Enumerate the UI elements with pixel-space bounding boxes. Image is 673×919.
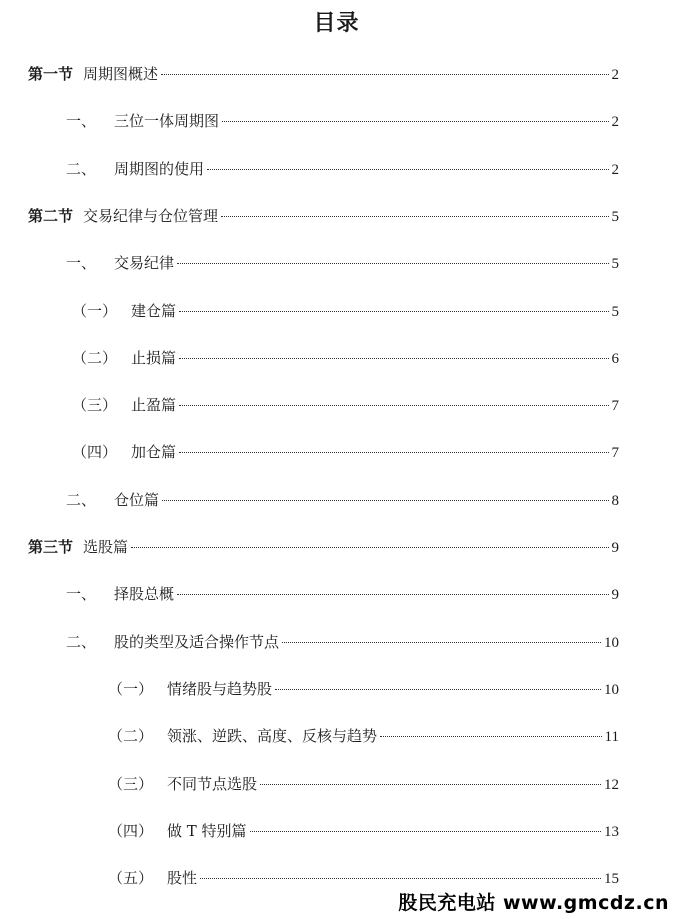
toc-entry-page: 2 <box>611 162 619 178</box>
toc-entry-number: （三） <box>108 775 154 793</box>
dot-leader <box>161 74 608 75</box>
toc-entry-page: 7 <box>611 445 619 461</box>
dot-leader <box>222 121 608 122</box>
toc-entry-title: 仓位篇 <box>114 491 160 509</box>
toc-entry-title: 择股总概 <box>114 585 175 603</box>
toc-entry-number: 一、 <box>66 112 97 130</box>
dot-leader <box>179 405 608 406</box>
toc-entry[interactable] <box>66 490 619 511</box>
dot-leader <box>131 547 608 548</box>
toc-entry-number: 第二节 <box>28 207 74 225</box>
toc-entry-page: 7 <box>611 398 619 414</box>
toc-entry-title: 周期图概述 <box>83 65 159 83</box>
toc-entry-number: 一、 <box>66 585 97 603</box>
toc-entry-number: 二、 <box>66 491 97 509</box>
toc-entry[interactable] <box>66 584 619 605</box>
toc-entry-page: 10 <box>604 682 619 698</box>
dot-leader <box>177 594 608 595</box>
toc-entry[interactable] <box>108 821 619 842</box>
toc-entry[interactable] <box>108 679 619 700</box>
toc-entry-title: 股的类型及适合操作节点 <box>114 633 280 651</box>
toc-entry-page: 5 <box>611 256 619 272</box>
toc-entry-number: （一） <box>72 302 118 320</box>
toc-entry-title: 周期图的使用 <box>114 160 205 178</box>
dot-leader <box>250 831 601 832</box>
dot-leader <box>179 358 608 359</box>
toc-entry-page: 9 <box>611 540 619 556</box>
dot-leader <box>162 500 608 501</box>
toc-entry[interactable] <box>72 348 619 369</box>
toc-entry[interactable] <box>72 301 619 322</box>
toc-entry-number: 一、 <box>66 254 97 272</box>
toc-entry-number: 二、 <box>66 160 97 178</box>
toc-entry-page: 10 <box>604 635 619 651</box>
page-title: 目录 <box>313 11 360 36</box>
toc-entry-number: （四） <box>108 822 154 840</box>
toc-entry-page: 2 <box>611 114 619 130</box>
toc-entry-page: 2 <box>611 67 619 83</box>
toc-entry[interactable] <box>28 206 619 227</box>
toc-entry-title: 不同节点选股 <box>167 775 258 793</box>
toc-entry-page: 6 <box>611 351 619 367</box>
toc-entry[interactable] <box>108 774 619 795</box>
toc-entry-title: 股性 <box>167 869 198 887</box>
toc-entry-title: 加仓篇 <box>131 443 177 461</box>
toc-entry-page: 5 <box>611 209 619 225</box>
toc-entry-page: 11 <box>604 729 619 745</box>
toc-entry-number: （一） <box>108 680 154 698</box>
toc-entry-title: 交易纪律 <box>114 254 175 272</box>
dot-leader <box>275 689 601 690</box>
toc-entry-number: （三） <box>72 396 118 414</box>
toc-entry[interactable] <box>66 632 619 653</box>
dot-leader <box>282 642 601 643</box>
toc-entry-title: 做 T 特别篇 <box>167 822 247 840</box>
toc-entry[interactable] <box>108 868 619 889</box>
toc-entry-title: 三位一体周期图 <box>114 112 220 130</box>
dot-leader <box>177 263 608 264</box>
toc-entry-page: 5 <box>611 304 619 320</box>
toc-entry-title: 建仓篇 <box>131 302 177 320</box>
toc-entry-title: 交易纪律与仓位管理 <box>83 207 219 225</box>
toc-entry-page: 13 <box>604 824 619 840</box>
toc-entry-number: （五） <box>108 869 154 887</box>
dot-leader <box>207 169 608 170</box>
dot-leader <box>380 736 602 737</box>
toc-entry-number: （四） <box>72 443 118 461</box>
toc-entry-page: 15 <box>604 871 619 887</box>
toc-entry[interactable] <box>28 64 619 85</box>
toc-entry-page: 9 <box>611 587 619 603</box>
toc-entry[interactable] <box>72 395 619 416</box>
toc-entry[interactable] <box>66 253 619 274</box>
toc-entry-page: 8 <box>611 493 619 509</box>
dot-leader <box>260 784 601 785</box>
toc-entry-title: 领涨、逆跌、高度、反核与趋势 <box>167 727 378 745</box>
toc-entry[interactable] <box>66 159 619 180</box>
toc-entry[interactable] <box>72 442 619 463</box>
toc-entry-title: 止盈篇 <box>131 396 177 414</box>
toc-entry-number: 第三节 <box>28 538 74 556</box>
dot-leader <box>179 311 608 312</box>
toc-entry-number: 第一节 <box>28 65 74 83</box>
watermark: 股民充电站 www.gmcdz.cn <box>398 892 669 914</box>
dot-leader <box>200 878 601 879</box>
toc-entry-title: 情绪股与趋势股 <box>167 680 273 698</box>
toc-entry[interactable] <box>28 537 619 558</box>
dot-leader <box>179 452 608 453</box>
dot-leader <box>221 216 608 217</box>
toc-entry[interactable] <box>108 726 619 747</box>
toc-entry-title: 止损篇 <box>131 349 177 367</box>
toc-entry-number: 二、 <box>66 633 97 651</box>
toc-entry-number: （二） <box>108 727 154 745</box>
toc-entry-number: （二） <box>72 349 118 367</box>
toc-entry-title: 选股篇 <box>83 538 129 556</box>
toc-entry-page: 12 <box>604 777 619 793</box>
toc-entry[interactable] <box>66 111 619 132</box>
